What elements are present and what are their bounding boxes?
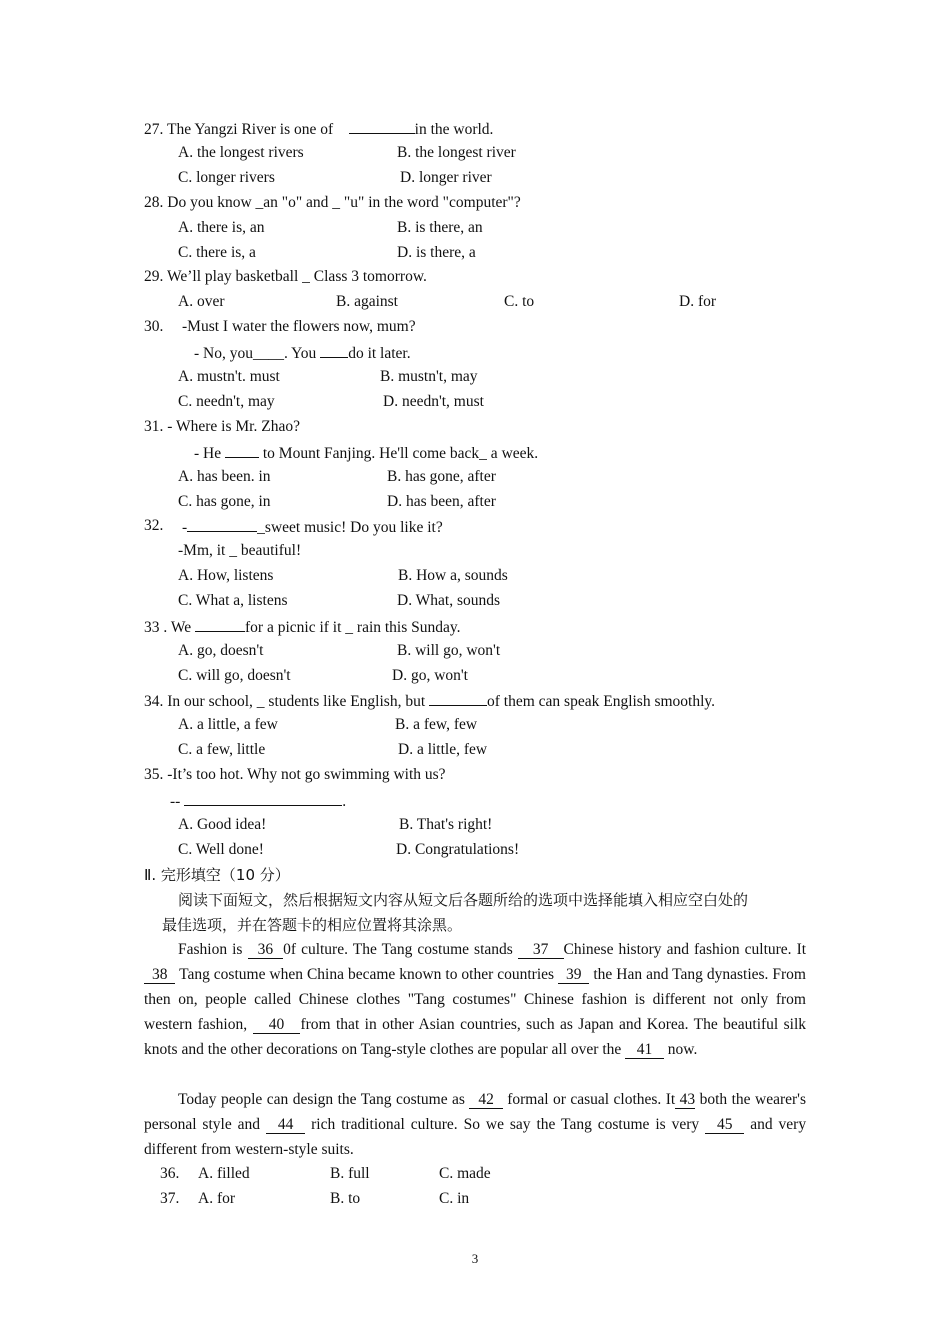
blank-45	[705, 1116, 744, 1134]
q35-line-2	[170, 790, 346, 812]
q35-option-c: C. Well done!	[178, 841, 264, 858]
q30-option-d: D. needn't, must	[383, 393, 484, 410]
passage-text: Fashion is	[178, 941, 243, 958]
blank-number: 44	[277, 1116, 294, 1133]
q37-option-b: B. to	[330, 1190, 361, 1207]
q31-option-b: B. has gone, after	[387, 468, 496, 485]
q27-option-b: B. the longest river	[397, 144, 516, 161]
q34-option-a: A. a little, a few	[178, 716, 278, 733]
passage-paragraph-2	[144, 1087, 806, 1162]
q34-stem-text: 34. In our school, _ students like English, but	[144, 693, 426, 710]
question-29-stem: 29. We’ll play basketball _ Class 3 tomorrow.	[144, 268, 427, 285]
passage-text: Tang costume when China became known to other countries	[179, 966, 555, 983]
q28-option-a: A. there is, an	[178, 219, 265, 236]
q33-stem-text: 33 . We	[144, 619, 192, 636]
q30-option-b: B. mustn't, may	[380, 368, 478, 385]
q36-option-b: B. full	[330, 1165, 370, 1182]
blank-number: 38	[151, 966, 168, 983]
q37-option-c: C. in	[439, 1190, 470, 1207]
passage-text: the Han and Tang dynasties. From then on, people called Chinese clothes "Tang costumes" Chinese fashion is different not only from western fashion,	[144, 966, 806, 1033]
blank-42	[469, 1091, 502, 1109]
q30-option-a: A. mustn't. must	[178, 368, 280, 385]
answer-blank	[349, 118, 415, 134]
q34-option-c: C. a few, little	[178, 741, 266, 758]
q32-line-1-end: _sweet music! Do you like it?	[257, 519, 443, 536]
blank-number: 36	[257, 941, 274, 958]
q35-line-1: 35. -It’s too hot. Why not go swimming with us?	[144, 766, 446, 783]
q28-option-b: B. is there, an	[397, 219, 483, 236]
q36-option-a: A. filled	[198, 1165, 250, 1182]
q33-option-d: D. go, won't	[392, 667, 468, 684]
passage-text: now.	[667, 1041, 698, 1058]
passage-text: Today people can design the Tang costume as	[178, 1091, 465, 1108]
passage-text: Chinese history and fashion culture. It	[563, 941, 807, 958]
q27-stem-text: 27. The Yangzi River is one of	[144, 121, 334, 138]
q29-option-a: A. over	[178, 293, 225, 310]
blank-number: 41	[636, 1041, 653, 1058]
q31-line-1: 31. - Where is Mr. Zhao?	[144, 418, 300, 435]
passage-text: and very different from western-style suits.	[144, 1116, 807, 1158]
section-instruction-line-1: 阅读下面短文，然后根据短文内容从短文后各题所给的选项中选择能填入相应空白处的	[178, 891, 749, 909]
q33-option-a: A. go, doesn't	[178, 642, 264, 659]
q33-option-c: C. will go, doesn't	[178, 667, 291, 684]
q36-option-c: C. made	[439, 1165, 491, 1182]
q32-number: 32.	[144, 517, 164, 534]
q30-line-2	[194, 342, 411, 364]
q36-number: 36.	[160, 1165, 180, 1182]
passage-text: 0f culture. The Tang costume stands	[283, 941, 513, 958]
q28-option-d: D. is there, a	[397, 244, 476, 261]
answer-blank	[195, 616, 245, 632]
blank-number: 39	[565, 966, 582, 983]
q31-option-c: C. has gone, in	[178, 493, 271, 510]
q32-line-2: -Mm, it _ beautiful!	[178, 542, 302, 559]
q35-option-b: B. That's right!	[399, 816, 493, 833]
q33-option-b: B. will go, won't	[397, 642, 501, 659]
blank-44	[266, 1116, 305, 1134]
q35-option-d: D. Congratulations!	[396, 841, 520, 858]
blank-41	[625, 1041, 664, 1059]
question-28-stem: 28. Do you know _an "o" and _ "u" in the word "computer"?	[144, 194, 521, 211]
answer-blank	[320, 342, 348, 358]
blank-number: 45	[716, 1116, 733, 1133]
q32-option-d: D. What, sounds	[397, 592, 501, 609]
answer-blank	[184, 790, 342, 806]
passage-text: formal or casual clothes. It	[507, 1091, 676, 1108]
passage-text: rich traditional culture. So we say the Tang costume is very	[311, 1116, 700, 1133]
passage-text: both the wearer's personal style and	[144, 1091, 806, 1133]
q31-line-2-end: to Mount Fanjing. He'll come back_ a week.	[262, 445, 539, 462]
q30-line-2-text: - No, you____. You	[194, 345, 317, 362]
q27-stem-text-end: in the world.	[414, 121, 494, 138]
q29-option-c: C. to	[504, 293, 535, 310]
q34-option-d: D. a little, few	[398, 741, 488, 758]
answer-blank	[429, 690, 487, 706]
q32-option-a: A. How, listens	[178, 567, 274, 584]
q31-line-2-text: - He	[194, 445, 222, 462]
q37-option-a: A. for	[198, 1190, 236, 1207]
blank-39	[558, 966, 589, 984]
q27-option-c: C. longer rivers	[178, 169, 275, 186]
q30-number: 30.	[144, 318, 164, 335]
blank-number: 42	[478, 1091, 494, 1108]
q30-line-1: -Must I water the flowers now, mum?	[182, 318, 416, 335]
q33-stem-end: for a picnic if it _ rain this Sunday.	[245, 619, 461, 636]
q32-line-1-text: -	[182, 519, 188, 536]
q31-option-d: D. has been, after	[387, 493, 496, 510]
q30-option-c: C. needn't, may	[178, 393, 275, 410]
blank-38	[144, 966, 175, 984]
q30-line-2-end: do it later.	[348, 345, 411, 362]
q27-option-d: D. longer river	[400, 169, 492, 186]
question-34-stem	[144, 690, 715, 712]
q35-line-2-end: .	[342, 793, 347, 810]
question-33-stem	[144, 616, 461, 638]
q34-stem-end: of them can speak English smoothly.	[487, 693, 716, 710]
blank-36	[248, 941, 284, 959]
q31-line-2	[194, 442, 538, 464]
q29-option-b: B. against	[336, 293, 398, 310]
section-heading: Ⅱ. 完形填空（10 分）	[144, 866, 290, 884]
blank-37	[518, 941, 564, 959]
blank-number: 37	[532, 941, 549, 958]
q27-option-a: A. the longest rivers	[178, 144, 304, 161]
q35-line-2-text: --	[170, 793, 181, 810]
passage-paragraph-1	[144, 937, 806, 1062]
question-27-stem	[144, 118, 493, 140]
q34-option-b: B. a few, few	[395, 716, 478, 733]
passage-text: from that in other Asian countries, such as Japan and Korea. The beautiful silk knots and the other decorations on Tang-style clothes are popular all over the	[144, 1016, 807, 1058]
answer-blank	[187, 516, 257, 532]
blank-number: 43	[679, 1091, 696, 1108]
q31-option-a: A. has been. in	[178, 468, 271, 485]
blank-40	[253, 1016, 301, 1034]
blank-number: 40	[268, 1016, 285, 1033]
q28-option-c: C. there is, a	[178, 244, 256, 261]
q37-number: 37.	[160, 1190, 180, 1207]
q32-line-1	[182, 516, 443, 538]
q35-option-a: A. Good idea!	[178, 816, 267, 833]
page-number: 3	[471, 1251, 479, 1266]
q32-option-b: B. How a, sounds	[398, 567, 508, 584]
answer-blank	[225, 442, 259, 458]
section-instruction-line-2: 最佳选项，并在答题卡的相应位置将其涂黑。	[162, 916, 463, 934]
blank-43	[675, 1091, 695, 1109]
q29-option-d: D. for	[679, 293, 717, 310]
q32-option-c: C. What a, listens	[178, 592, 288, 609]
